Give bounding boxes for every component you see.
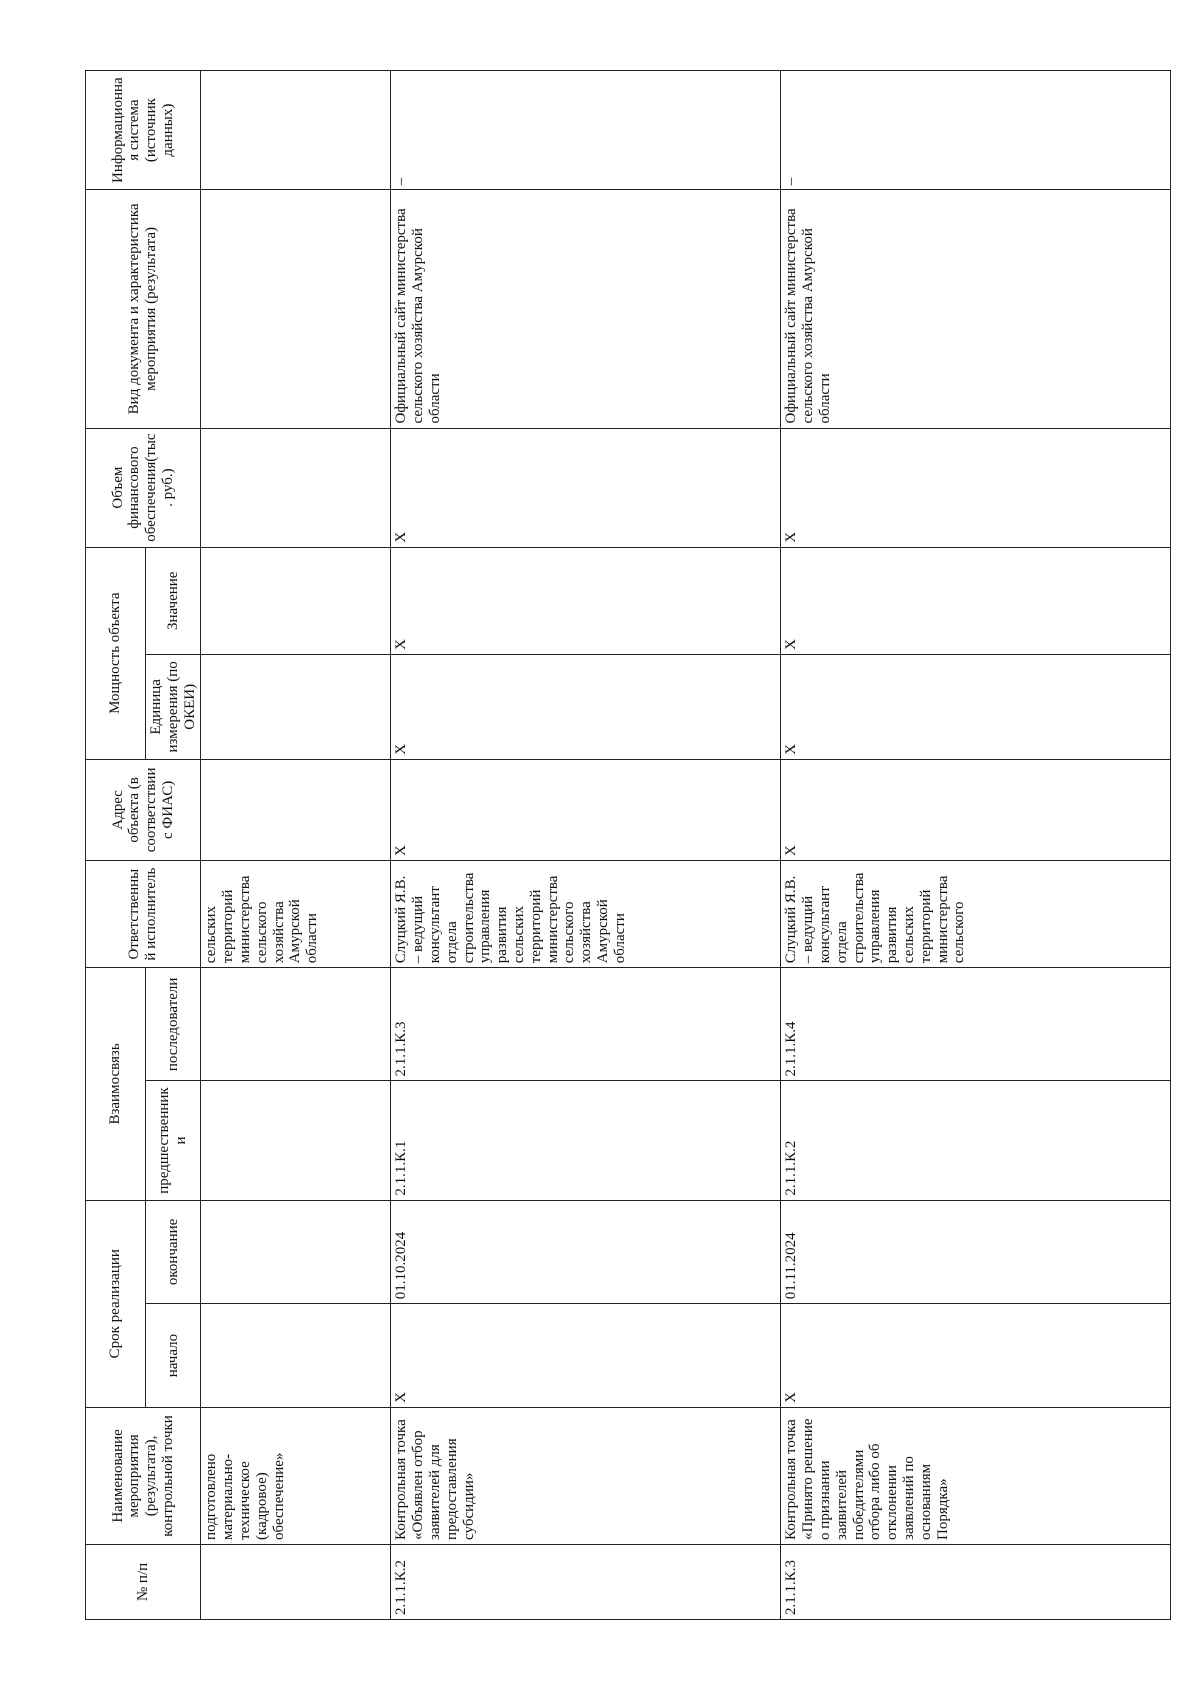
cell-unit: X (781, 654, 1171, 759)
cell-start: X (391, 1304, 781, 1408)
col-num: № п/п (86, 1544, 201, 1619)
col-capacity: Мощность объекта (86, 547, 146, 759)
col-link-next: последователи (146, 968, 201, 1081)
cell-start (201, 1304, 391, 1408)
plan-table (85, 70, 1171, 1620)
cell-unit: X (391, 654, 781, 759)
cell-unit (201, 654, 391, 759)
cell-info: – (781, 71, 1171, 190)
table-row (391, 71, 781, 1620)
cell-value: X (781, 547, 1171, 654)
cell-name: Контрольная точка «Принято решение о признании заявителей победителями отбора либо об отклонении заявлений по основаниям Порядка» (781, 1407, 1171, 1544)
cell-doc: Официальный сайт министерства сельского хозяйства Амурской области (781, 190, 1171, 428)
cell-start: X (781, 1304, 1171, 1408)
col-cap-unit: Единица измерения (по ОКЕИ) (146, 654, 201, 759)
cell-num: 2.1.1.К.3 (781, 1544, 1171, 1619)
table-row (201, 71, 391, 1620)
cell-doc (201, 190, 391, 428)
cell-next (201, 968, 391, 1081)
col-finance: Объем финансового обеспечения(тыс. руб.) (86, 428, 201, 547)
col-term-end: окончание (146, 1200, 201, 1304)
cell-doc: Официальный сайт министерства сельского хозяйства Амурской области (391, 190, 781, 428)
cell-num: 2.1.1.К.2 (391, 1544, 781, 1619)
col-link-prev: предшественники (146, 1081, 201, 1200)
cell-info: – (391, 71, 781, 190)
cell-responsible: Слуцкий Я.В. – ведущий консультант отдела строительства управления развития сельских территорий министерства сельского хозяйства Амурской области (391, 861, 781, 968)
cell-prev: 2.1.1.К.2 (781, 1081, 1171, 1200)
cell-responsible: сельских территорий министерства сельского хозяйства Амурской области (201, 861, 391, 968)
cell-address: X (781, 759, 1171, 860)
header-row-1 (86, 71, 146, 1620)
cell-end: 01.10.2024 (391, 1200, 781, 1304)
cell-name: Контрольная точка «Объявлен отбор заявителей для предоставления субсидии» (391, 1407, 781, 1544)
cell-address: X (391, 759, 781, 860)
cell-name: подготовлено материально-техническое (кадровое) обеспечение» (201, 1407, 391, 1544)
cell-num (201, 1544, 391, 1619)
col-link: Взаимосвязь (86, 968, 146, 1200)
cell-next: 2.1.1.К.4 (781, 968, 1171, 1081)
table-row (781, 71, 1171, 1620)
cell-finance (201, 428, 391, 547)
col-address: Адрес объекта (в соответствии с ФИАС) (86, 759, 201, 860)
col-term-start: начало (146, 1304, 201, 1408)
col-doc-type: Вид документа и характеристика мероприятия (результата) (86, 190, 201, 428)
cell-prev: 2.1.1.К.1 (391, 1081, 781, 1200)
cell-prev (201, 1081, 391, 1200)
cell-finance: X (781, 428, 1171, 547)
cell-next: 2.1.1.К.3 (391, 968, 781, 1081)
col-responsible: Ответственный исполнитель (86, 861, 201, 968)
col-term: Срок реализации (86, 1200, 146, 1407)
cell-end (201, 1200, 391, 1304)
cell-value (201, 547, 391, 654)
cell-address (201, 759, 391, 860)
cell-end: 01.11.2024 (781, 1200, 1171, 1304)
cell-responsible: Слуцкий Я.В. – ведущий консультант отдела строительства управления развития сельских территорий министерства сельского (781, 861, 1171, 968)
col-name: Наименование мероприятия (результата), контрольной точки (86, 1407, 201, 1544)
col-info-system: Информационная система (источник данных) (86, 71, 201, 190)
cell-info (201, 71, 391, 190)
col-cap-value: Значение (146, 547, 201, 654)
cell-finance: X (391, 428, 781, 547)
cell-value: X (391, 547, 781, 654)
